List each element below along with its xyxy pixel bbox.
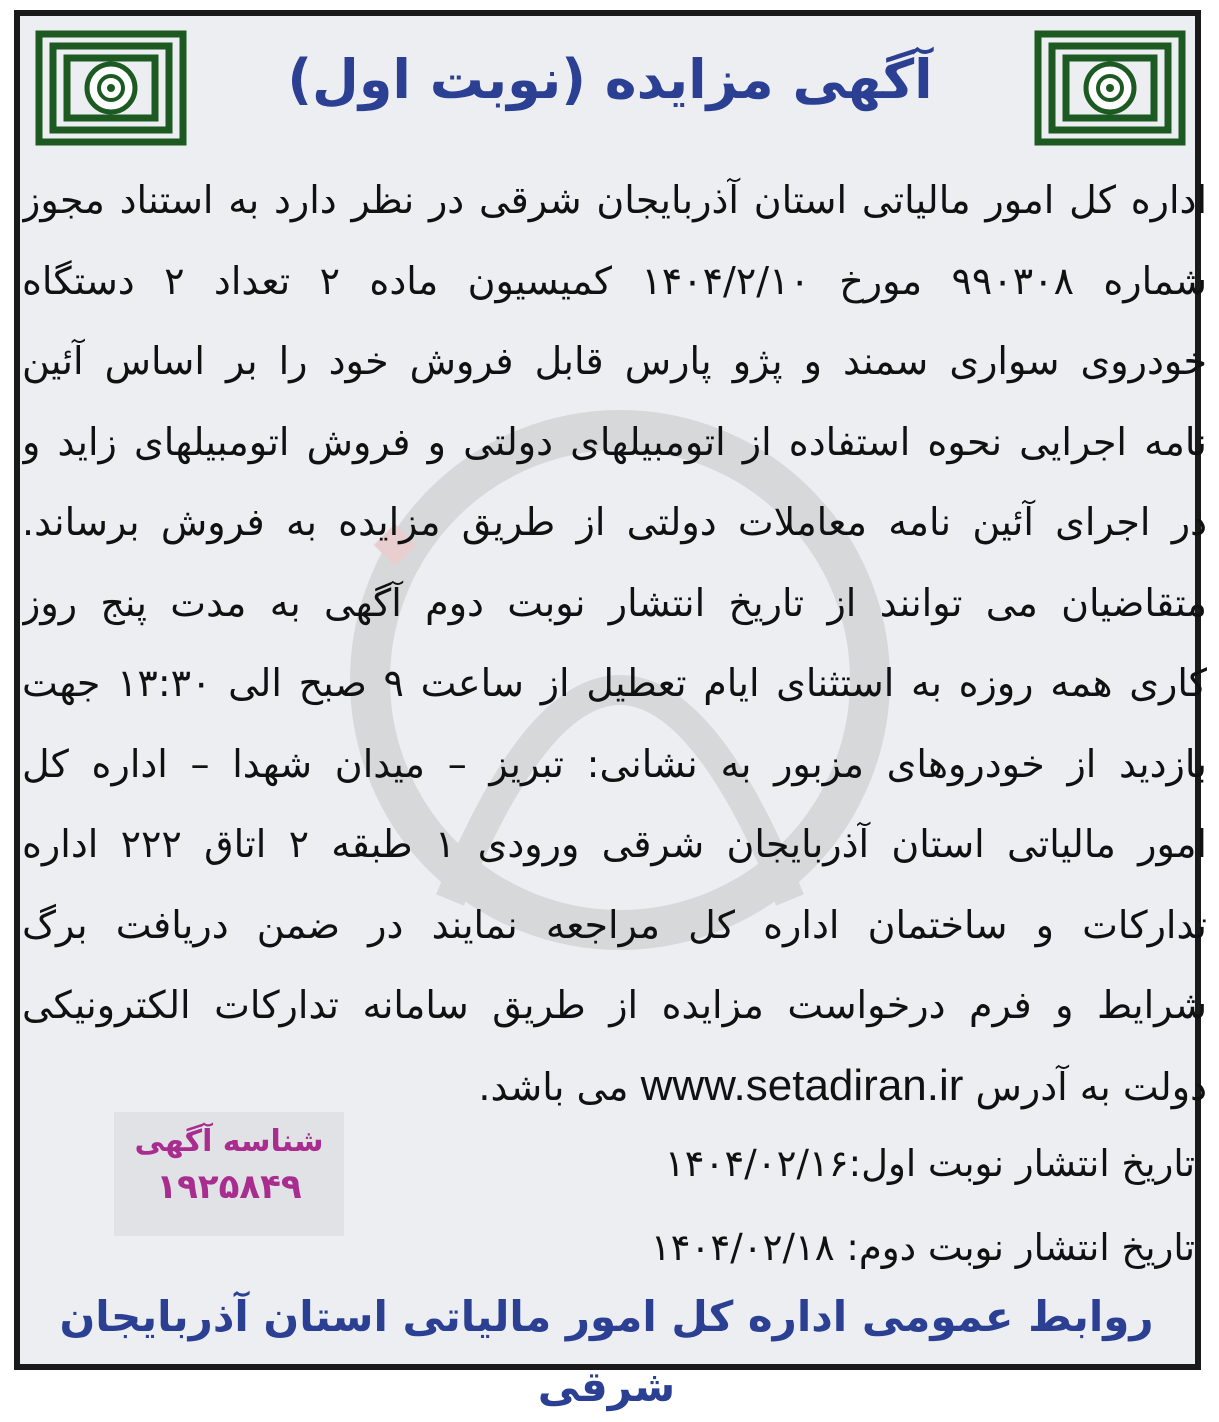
body-line: تدارکات و ساختمان اداره کل مراجعه نمایند در ضمن دریافت برگ: [22, 902, 1207, 947]
tax-organization-emblem-icon: [1029, 26, 1191, 150]
body-line: شماره ۹۹۰۳۰۸ مورخ ۱۴۰۴/۲/۱۰ کمیسیون ماده ۲ تعداد ۲ دستگاه: [22, 258, 1207, 303]
first-publication-date: تاریخ انتشار نوبت اول:۱۴۰۴/۰۲/۱۶: [664, 1142, 1195, 1185]
address-prefix: دولت به آدرس: [975, 1064, 1207, 1109]
body-line: اداره کل امور مالیاتی استان آذربایجان شرقی در نظر دارد به استناد مجوز: [22, 178, 1207, 222]
website-link[interactable]: www.setadiran.ir: [640, 1060, 964, 1110]
body-line: نامه اجرایی نحوه استفاده از اتومبیلهای دولتی و فروش اتومبیلهای زاید و: [22, 419, 1207, 464]
body-line: خودروی سواری سمند و پژو پارس قابل فروش خود را بر اساس آئین: [22, 339, 1207, 383]
second-publication-date: تاریخ انتشار نوبت دوم: ۱۴۰۴/۰۲/۱۸: [650, 1226, 1195, 1269]
announcement-body: [22, 160, 1207, 1126]
body-line: امور مالیاتی استان آذربایجان شرقی ورودی ۱ طبقه ۲ اتاق ۲۲۲ اداره: [22, 822, 1207, 866]
body-line: بازدید از خودروهای مزبور به نشانی: تبریز – میدان شهدا – اداره کل: [22, 741, 1207, 786]
ad-id-box: [114, 1112, 344, 1236]
body-line: در اجرای آئین نامه معاملات دولتی از طریق مزایده به فروش برساند.: [22, 500, 1207, 544]
body-line: متقاضیان می توانند از تاریخ انتشار نوبت دوم آگهی به مدت پنج روز: [22, 580, 1207, 625]
body-line: کاری همه روزه به استثنای ایام تعطیل از ساعت ۹ صبح الی ۱۳:۳۰ جهت: [22, 661, 1207, 705]
page-title: آگهی مزایده (نوبت اول): [287, 48, 933, 111]
tax-organization-emblem-icon: [30, 26, 192, 150]
ad-id-value: ۱۹۲۵۸۴۹: [156, 1167, 302, 1207]
footer-signature: روابط عمومی اداره کل امور مالیاتی استان آذربایجان شرقی: [59, 1292, 1154, 1411]
ad-id-label: شناسه آگهی: [134, 1124, 324, 1159]
publication-dates: [651, 1122, 1195, 1290]
address-suffix: می باشد.: [478, 1064, 629, 1109]
body-line: شرایط و فرم درخواست مزایده از طریق سامانه تدارکات الکترونیکی: [22, 983, 1207, 1027]
